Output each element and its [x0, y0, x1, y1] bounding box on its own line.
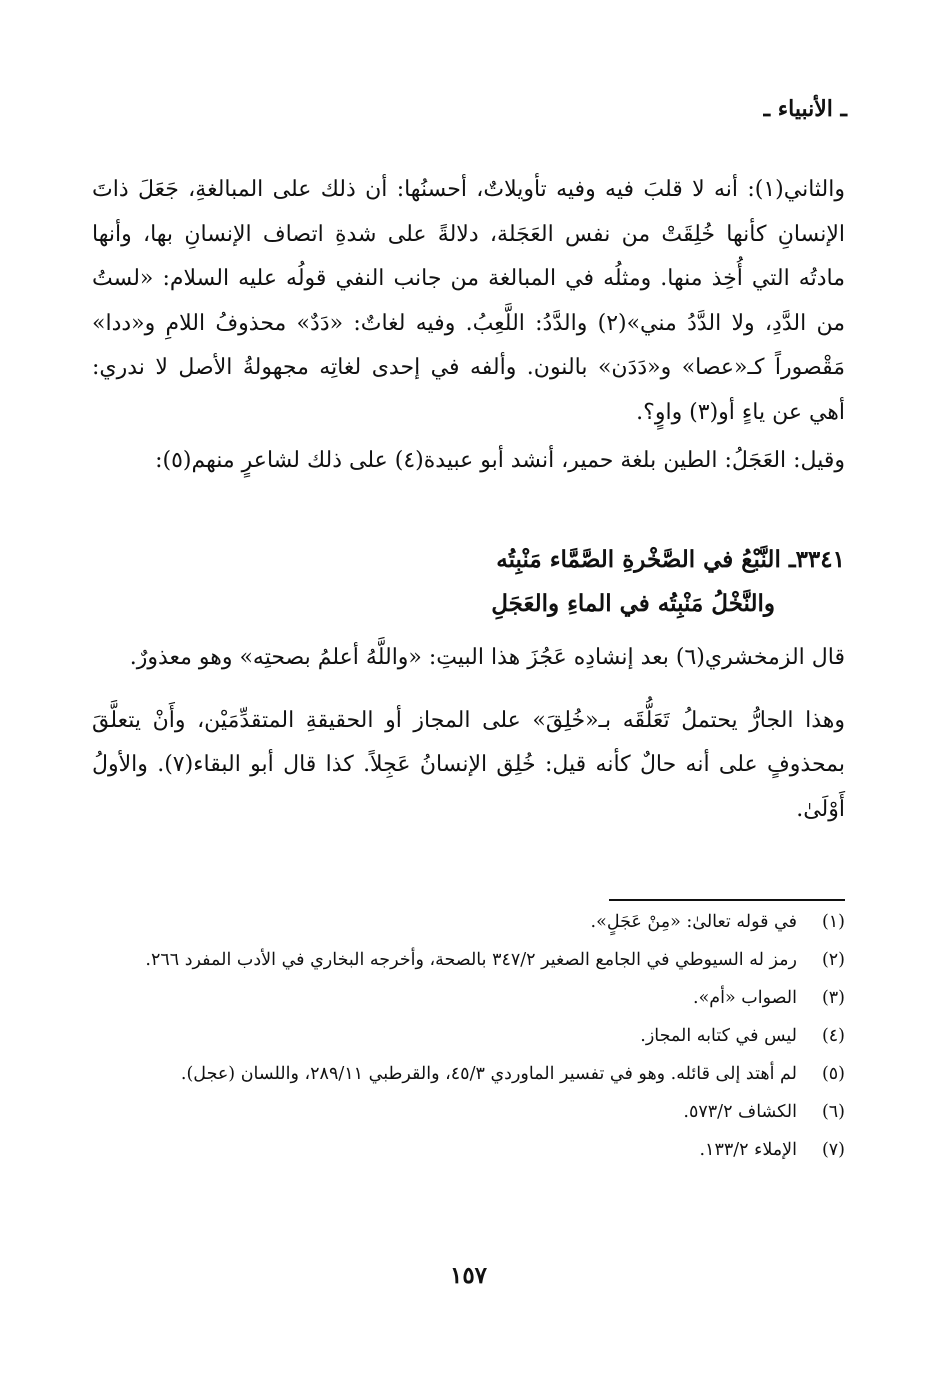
- footnote-text: الصواب «أم».: [693, 988, 797, 1008]
- paragraph-1: والثاني(١): أنه لا قلبَ فيه وفيه تأويلاتٌ، أحسنُها: أن ذلك على المبالغةِ، جَعَلَ ذاتَ الإنسانِ كأنها خُلِقَتْ من نفس العَجَلة، دلالةً على شدةِ اتصاف الإنسانِ بها، وأنها مادتُه التي أُخِذ منها. ومثلُه في المبالغة من جانب النفي قولُه عليه السلام: «لستُ من الدَّدِ، ولا الدَّدُ مني»(٢) والدَّدُ: اللَّعِبُ. وفيه لغاتٌ: «دَدٌ» محذوفُ اللامِ و«ددا» مَقْصوراً كـ«عصا» و«دَدَن» بالنون. وألفه في إحدى لغاتِه مجهولةُ الأصل لا ندري: أهي عن ياءٍ أو(٣) واوٍ؟.: [92, 177, 845, 425]
- footnote-item: [92, 1134, 845, 1166]
- main-text-bottom: [92, 636, 845, 832]
- footnote-text: الكشاف ٥٧٣/٢.: [683, 1102, 797, 1122]
- main-text-top: [92, 168, 845, 484]
- running-header: ـ الأنبياء ـ: [763, 96, 847, 122]
- footnote-text: رمز له السيوطي في الجامع الصغير ٣٤٧/٢ بالصحة، وأخرجه البخاري في الأدب المفرد ٢٦٦.: [145, 950, 797, 970]
- paragraph-3: قال الزمخشري(٦) بعد إنشادِه عَجُزَ هذا البيتِ: «واللَّهُ أعلمُ بصحتِه» وهو معذورٌ.: [129, 645, 845, 670]
- footnote-number: (٧): [821, 1140, 845, 1160]
- footnote-text: في قوله تعالىٰ: «مِنْ عَجَلٍ».: [590, 912, 797, 932]
- poetry-verse: [120, 538, 845, 626]
- footnote-item: [92, 982, 845, 1014]
- verse-second-hemistich: والنَّخْلُ مَنْبِتُه في الماءِ والعَجَلِ: [491, 590, 775, 617]
- footnote-text: الإملاء ١٣٣/٢.: [699, 1140, 797, 1160]
- footnote-item: [92, 944, 845, 976]
- footnote-text: لم أهتد إلى قائله. وهو في تفسير الماوردي ٤٥/٣، والقرطبي ٢٨٩/١١، واللسان (عجل).: [180, 1064, 797, 1084]
- footnote-number: (٣): [821, 988, 845, 1008]
- footnote-item: [92, 1058, 845, 1090]
- page-number: ١٥٧: [449, 1262, 488, 1289]
- footnote-number: (٥): [821, 1064, 845, 1084]
- footnote-item: [92, 906, 845, 938]
- footnote-text: ليس في كتابه المجاز.: [640, 1026, 797, 1046]
- footnote-separator: [609, 899, 845, 901]
- footnote-number: (٦): [821, 1102, 845, 1122]
- footnotes-list: [92, 906, 845, 1172]
- footnote-number: (٤): [821, 1026, 845, 1046]
- footnote-number: (١): [821, 912, 845, 932]
- footnote-number: (٢): [821, 950, 845, 970]
- footnote-item: [92, 1020, 845, 1052]
- footnote-item: [92, 1096, 845, 1128]
- paragraph-4: وهذا الجارُّ يحتملُ تَعَلُّقَه بـ«خُلِقَ» على المجاز أو الحقيقةِ المتقدِّمَيْن، وأَنْ يتعلَّقَ بمحذوفٍ على أنه حالٌ كأنه قيل: خُلِق الإنسانُ عَجِلاً. كذا قال أبو البقاء(٧). والأولُ أَوْلَىٰ.: [92, 707, 845, 822]
- paragraph-2: وقيل: العَجَلُ: الطين بلغة حمير، أنشد أبو عبيدة(٤) على ذلك لشاعرٍ منهم(٥):: [155, 448, 845, 473]
- verse-first-hemistich: ٣٣٤١ـ النَّبْعُ في الصَّخْرةِ الصَّمَّاء مَنْبِتُه: [496, 546, 845, 573]
